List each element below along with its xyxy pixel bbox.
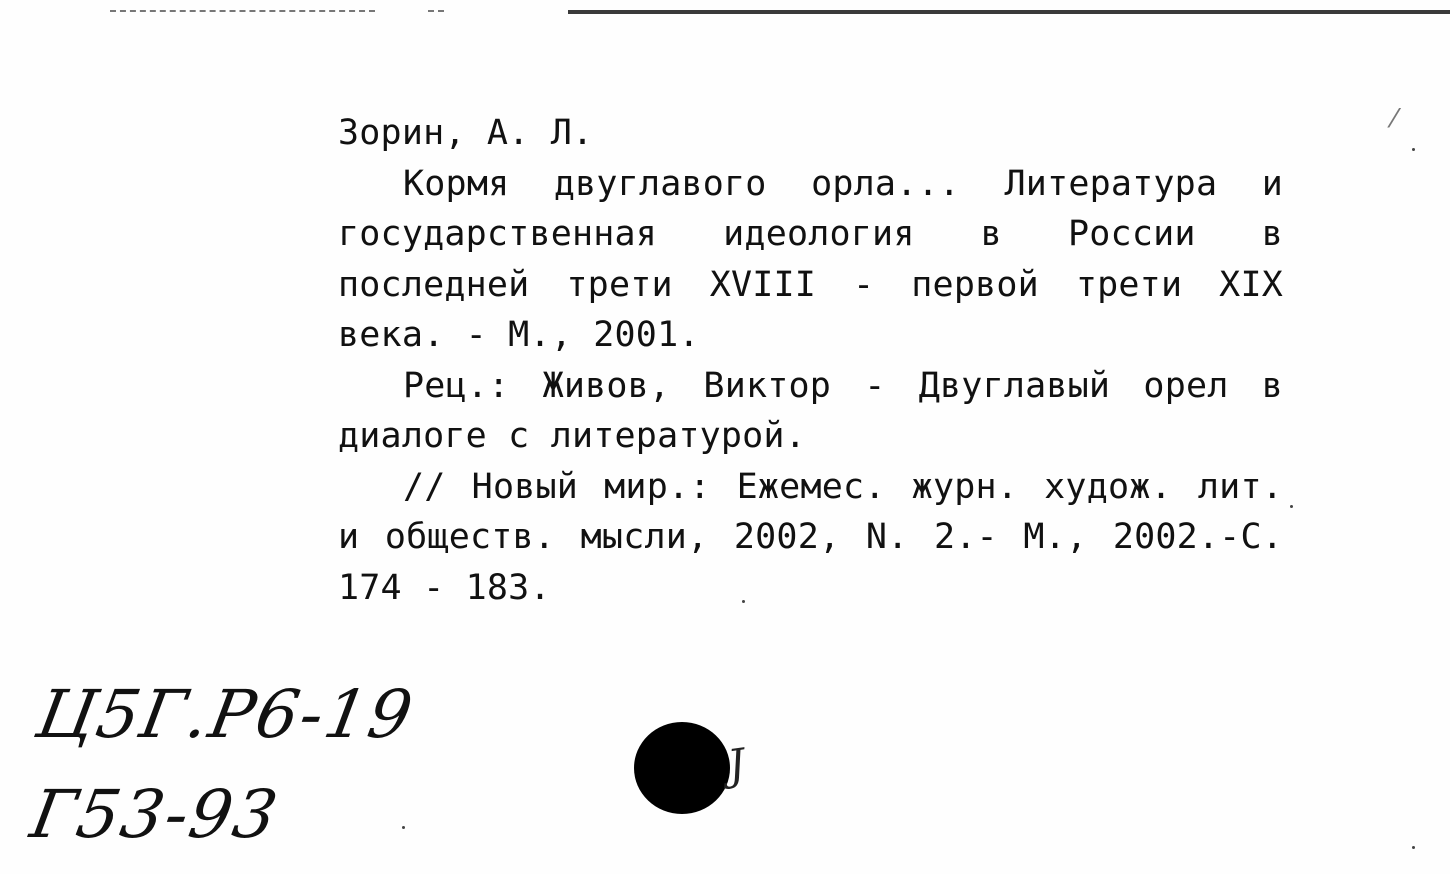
source-citation: // Новый мир.: Ежемес. журн. худож. лит. и обществ. мысли, 2002, N. 2.- М., 2002.-С. 174 - 183. <box>338 466 1283 608</box>
bibliographic-entry <box>338 108 1283 613</box>
author-heading: Зорин, А. Л. <box>338 113 594 153</box>
top-edge-rule <box>110 10 375 12</box>
speck <box>402 826 405 829</box>
review-note: Рец.: Живов, Виктор - Двуглавый орел в диалоге с литературой. <box>338 365 1283 456</box>
handwritten-shelf-code: Ц5Г.Р6-19 <box>31 676 420 753</box>
corner-smudge: ⁄ <box>1392 104 1397 134</box>
top-edge-rule <box>568 10 1450 14</box>
speck <box>1412 148 1415 151</box>
handwritten-mark: J <box>724 739 749 790</box>
speck <box>1412 846 1415 849</box>
top-edge-rule <box>428 10 444 12</box>
speck <box>1290 505 1293 508</box>
title-description: Кормя двуглавого орла... Литература и государственная идеология в России в последней трети XVIII - первой трети XIX века. - М., 2001. <box>338 163 1283 355</box>
speck <box>742 600 745 603</box>
punch-hole <box>634 722 730 814</box>
handwritten-call-number: Г53-93 <box>25 776 285 853</box>
